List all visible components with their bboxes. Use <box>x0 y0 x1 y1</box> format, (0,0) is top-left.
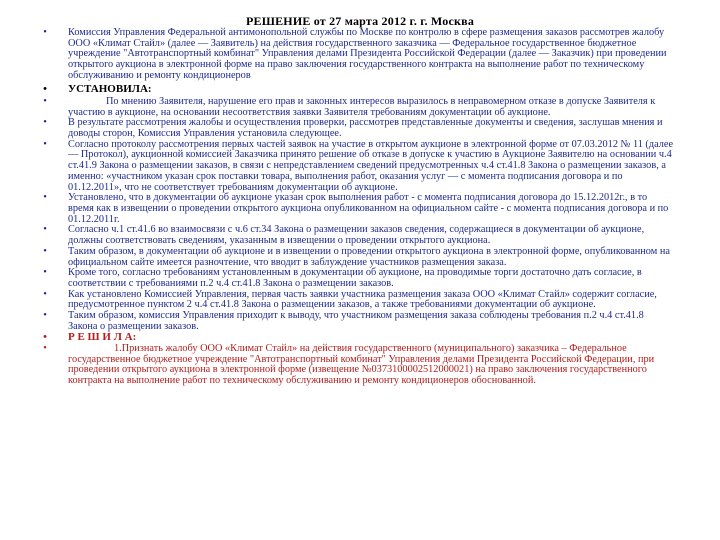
bullet-icon: • <box>43 82 47 95</box>
bullet-list <box>40 28 674 387</box>
item-text: УСТАНОВИЛА: <box>68 82 152 95</box>
item-text: Кроме того, согласно требованиям установленным в документации об аукционе, на проводимые торги достаточно дать согласие, в соответствии с требованиями п.2 ч.4 ст.41.8 Закона о размещении заказов. <box>68 267 642 289</box>
list-item-review-result <box>40 118 674 139</box>
list-item-according-to-law <box>40 225 674 246</box>
bullet-icon: • <box>43 27 47 38</box>
bullet-icon: • <box>43 192 47 204</box>
item-text: Комиссия Управления Федеральной антимонопольной службы по Москве по контролю в сфере размещения заказов рассмотрев жалобу ООО «Климат Стайл» (далее — Заявитель) на действия государственного заказчика — Федеральное государственное бюджетное учреждение "Автотранспортный комбинат" Управления делами Президента Российской Федерации (далее — Заказчик) при проведении открытого аукциона в электронной форме на право заключения государственного контракта на выполнение работ по техническому обслуживанию и ремонту кондиционеров <box>68 27 667 81</box>
item-text: 1.Признать жалобу ООО «Климат Стайл» на действия государственного (муниципального) заказчика – Федеральное государственное бюджетное учреждение "Автотранспортный комбинат" Управления делами Президента Российской Федерации, при проведении открытого аукциона в электронной форме (извещение №0373100002512000021) на право заключения государственного контракта на выполнение работ по техническому обслуживанию и ремонту кондиционеров обоснованной. <box>68 342 655 386</box>
item-text: Таким образом, в документации об аукционе и в извещении о проведении открытого аукциона в электронной форме, опубликованном на официальном сайте имеется разночтение, что вводит в заблуждение участников размещения заказа. <box>68 245 670 268</box>
item-text: По мнению Заявителя, нарушение его прав и законных интересов выразилось в неправомерном отказе в допуске Заявителя к участию в аукционе, на основании несоответствия заявки Заявителя требованиям документации об аукционе. <box>68 95 656 118</box>
bullet-icon: • <box>43 331 47 344</box>
bullet-icon: • <box>43 224 47 236</box>
item-text: Согласно ч.1 ст.41.6 во взаимосвязи с ч.6 ст.34 Закона о размещении заказов сведения, содержащиеся в документации об аукционе, должны соответствовать сведениям, указанным в извещении о проведении открытого аукциона. <box>68 224 645 247</box>
bullet-icon: • <box>43 310 47 322</box>
list-item-established-heading <box>40 84 674 95</box>
bullet-icon: • <box>43 267 47 279</box>
list-item-first-part-consent <box>40 290 674 311</box>
item-text: Как установлено Комиссией Управления, первая часть заявки участника размещения заказа ООО «Климат Стайл» содержит согласие, предусмотренное пунктом 2 ч.4 ст.41.8 Закона о размещении заказов, а также требованиями документации об аукционе. <box>68 288 657 311</box>
list-item-conclusion <box>40 311 674 332</box>
item-text: В результате рассмотрения жалобы и осуществления проверки, рассмотрев представленные документы и сведения, заслушав мнения и доводы сторон, Комиссия Управления установила следующее. <box>68 117 663 140</box>
bullet-icon: • <box>43 288 47 300</box>
list-item-protocol <box>40 140 674 194</box>
bullet-icon: • <box>43 95 47 107</box>
list-item-commission <box>40 28 674 82</box>
list-item-established-term <box>40 193 674 225</box>
bullet-icon: • <box>43 138 47 150</box>
list-item-discrepancy <box>40 247 674 268</box>
item-text: Согласно протоколу рассмотрения первых частей заявок на участие в открытом аукционе в электронной форме от 07.03.2012 № 11 (далее — Протокол), аукционной комиссией Заказчика принято решение об отказе в допуске к участию в Аукционе Заявителю на основании ч.4 ст.41.9 Закона о размещении заказов, в связи с непредставлением сведений предусмотренных ч.4 ст.41.8 Закона о размещении заказов, а именно: «участником указан срок поставки товара, выполнения работ, оказания услуг — с момента подписания договора и по 01.12.2011», что не соответствует требованиям документации об аукционе. <box>68 138 674 193</box>
item-text: Установлено, что в документации об аукционе указан срок выполнения работ - с момента подписания договора до 15.12.2012г., в то время как в извещении о проведении открытого аукциона опубликованном на официальном сайте - с момента подписания договора и по 01.12.2011г. <box>68 192 669 225</box>
bullet-icon: • <box>43 342 47 354</box>
bullet-icon: • <box>43 245 47 257</box>
bullet-icon: • <box>43 117 47 129</box>
item-text: Р Е Ш И Л А: <box>68 331 137 344</box>
list-item-decision <box>40 344 674 387</box>
list-item-applicant-opinion <box>40 97 674 118</box>
decision-title: РЕШЕНИЕ от 27 марта 2012 г. г. Москва <box>245 14 475 28</box>
item-text: Таким образом, комиссия Управления приходит к выводу, что участником размещения заказа соблюдены требования п.2 ч.4 ст.41.8 Закона о размещении заказов. <box>68 310 644 332</box>
list-item-consent-requirement <box>40 268 674 289</box>
